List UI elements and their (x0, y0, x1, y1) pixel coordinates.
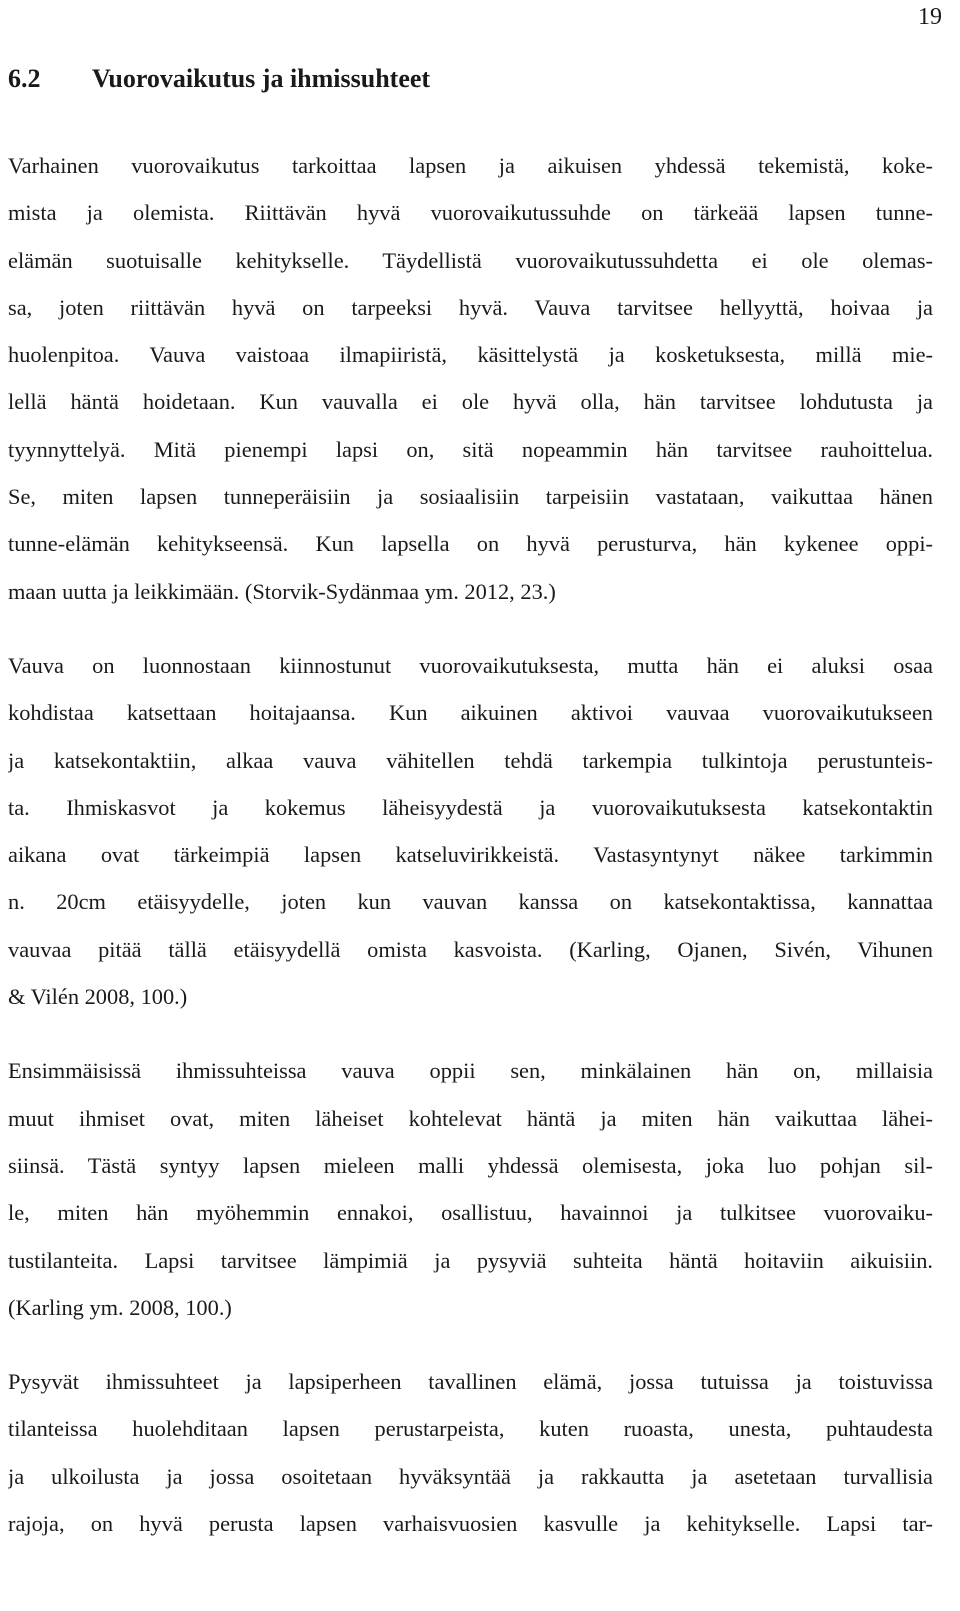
text-line: tunne-elämän kehitykseensä. Kun lapsella on hyvä perusturva, hän kykenee oppi- (8, 531, 933, 557)
section-heading (8, 64, 430, 94)
text-line: tyynnyttelyä. Mitä pienempi lapsi on, sitä nopeammin hän tarvitsee rauhoittelua. (8, 436, 933, 462)
paragraph-1 (8, 142, 933, 615)
text-line: Vauva on luonnostaan kiinnostunut vuorovaikutuksesta, mutta hän ei aluksi osaa (8, 652, 933, 678)
body-text (8, 142, 933, 1574)
section-title: Vuorovaikutus ja ihmissuhteet (92, 64, 431, 93)
paragraph-2 (8, 642, 933, 1020)
paragraph-4 (8, 1358, 933, 1547)
text-line: ja katsekontaktiin, alkaa vauva vähitellen tehdä tarkempia tulkintoja perustunteis- (8, 747, 933, 773)
text-line: Pysyvät ihmissuhteet ja lapsiperheen tavallinen elämä, jossa tutuissa ja toistuvissa (8, 1369, 933, 1395)
text-line: huolenpitoa. Vauva vaistoaa ilmapiiristä, käsittelystä ja kosketuksesta, millä mie- (8, 342, 933, 368)
text-line: & Vilén 2008, 100.) (8, 984, 188, 1010)
section-number: 6.2 (8, 64, 41, 93)
text-line: ja ulkoilusta ja jossa osoitetaan hyväksyntää ja rakkautta ja asetetaan turvallisia (8, 1463, 933, 1489)
text-line: rajoja, on hyvä perusta lapsen varhaisvuosien kasvulle ja kehitykselle. Lapsi tar- (8, 1511, 933, 1537)
text-line: maan uutta ja leikkimään. (Storvik-Sydänmaa ym. 2012, 23.) (8, 578, 556, 604)
text-line: kohdistaa katsettaan hoitajaansa. Kun aikuinen aktivoi vauvaa vuorovaikutukseen (8, 700, 933, 726)
text-line: Se, miten lapsen tunneperäisiin ja sosiaalisiin tarpeisiin vastataan, vaikuttaa hänen (8, 484, 933, 510)
text-line: Varhainen vuorovaikutus tarkoittaa lapsen ja aikuisen yhdessä tekemistä, koke- (8, 153, 933, 178)
text-line: elämän suotuisalle kehitykselle. Täydellistä vuorovaikutussuhdetta ei ole olemas- (8, 247, 933, 273)
text-line: (Karling ym. 2008, 100.) (8, 1294, 232, 1320)
text-line: aikana ovat tärkeimpiä lapsen katseluvirikkeistä. Vastasyntynyt näkee tarkimmin (8, 842, 933, 868)
text-line: vauvaa pitää tällä etäisyydellä omista kasvoista. (Karling, Ojanen, Sivén, Vihunen (8, 936, 933, 962)
page-number: 19 (918, 4, 942, 30)
text-line: Ensimmäisissä ihmissuhteissa vauva oppii sen, minkälainen hän on, millaisia (8, 1058, 933, 1084)
text-line: sa, joten riittävän hyvä on tarpeeksi hyvä. Vauva tarvitsee hellyyttä, hoivaa ja (8, 294, 933, 320)
text-line: muut ihmiset ovat, miten läheiset kohtelevat häntä ja miten hän vaikuttaa lähei- (8, 1105, 933, 1131)
text-line: tilanteissa huolehditaan lapsen perustarpeista, kuten ruoasta, unesta, puhtaudesta (8, 1416, 933, 1442)
text-line: lellä häntä hoidetaan. Kun vauvalla ei ole hyvä olla, hän tarvitsee lohdutusta ja (8, 389, 933, 415)
paragraph-3 (8, 1047, 933, 1331)
text-line: n. 20cm etäisyydelle, joten kun vauvan kanssa on katsekontaktissa, kannattaa (8, 889, 933, 915)
text-line: siinsä. Tästä syntyy lapsen mieleen malli yhdessä olemisesta, joka luo pohjan sil- (8, 1152, 933, 1178)
text-line: ta. Ihmiskasvot ja kokemus läheisyydestä ja vuorovaikutuksesta katsekontaktin (8, 794, 933, 820)
text-line: le, miten hän myöhemmin ennakoi, osallistuu, havainnoi ja tulkitsee vuorovaiku- (8, 1200, 933, 1226)
text-line: tustilanteita. Lapsi tarvitsee lämpimiä ja pysyviä suhteita häntä hoitaviin aikuisiin. (8, 1247, 933, 1273)
text-line: mista ja olemista. Riittävän hyvä vuorovaikutussuhde on tärkeää lapsen tunne- (8, 200, 933, 226)
